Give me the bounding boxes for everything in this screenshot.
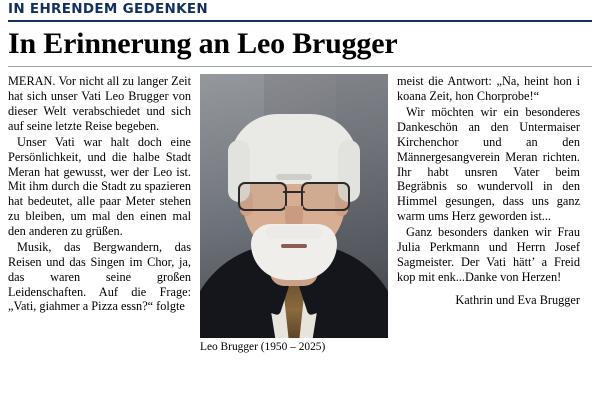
headline-divider xyxy=(8,66,592,67)
figure-mouth xyxy=(281,244,307,248)
glasses-lens-left xyxy=(238,182,287,211)
paragraph: Musik, das Bergwandern, das Reisen und das Singen im Chor, ja, das waren seine großen Leidenschaften. Auf die Frage: „Vati, giahmer a Pizza essn?“ folgte xyxy=(8,239,191,314)
paragraph: Ganz besonders danken wir Frau Julia Perkmann und Herrn Josef Sagmeister. Der Vati hätt’ a Freid kop mit enk...Danke von Herzen! xyxy=(397,225,580,284)
glasses-lens-right xyxy=(301,182,350,211)
portrait-photo xyxy=(200,74,388,338)
figure-mustache xyxy=(266,226,322,239)
paragraph: Wir möchten wir ein besonderes Dankeschön an den Untermaiser Kirchenchor und an den Männergesangverein Meran richten. Ihr habt unsren Vater beim Begräbnis so wundervoll in den Himmel gesungen, dass uns ganz warm ums Herz geworden ist... xyxy=(397,105,580,224)
page-title: In Erinnerung an Leo Brugger xyxy=(8,26,398,60)
kicker-divider xyxy=(8,20,592,22)
article-kicker: IN EHRENDEM GEDENKEN xyxy=(8,1,209,17)
paragraph: MERAN. Vor nicht all zu langer Zeit hat sich unser Vati Leo Brugger von dieser Welt verabschiedet und sich auf seine letzte Reise begeben. xyxy=(8,74,191,133)
figure-eyebrow-right xyxy=(276,174,310,180)
article-photo-block xyxy=(200,74,388,355)
paragraph: meist die Antwort: „Na, heint hon i koana Zeit, hon Chorprobe!“ xyxy=(397,74,580,104)
article-body xyxy=(8,74,592,384)
article-signature: Kathrin und Eva Brugger xyxy=(455,292,580,307)
text-column-left xyxy=(8,74,191,314)
paragraph: Unser Vati war halt doch eine Persönlichkeit, und die halbe Stadt Meran hat gewusst, wer der Leo ist. Mit ihm durch die Stadt zu spazieren hat bedeutet, alle paar Meter stehen zu bleiben, um mal den einen mal den anderen zu grüßen. xyxy=(8,134,191,239)
text-column-right xyxy=(397,74,580,307)
glasses-icon xyxy=(238,182,350,208)
photo-caption: Leo Brugger (1950 – 2025) xyxy=(200,341,326,354)
